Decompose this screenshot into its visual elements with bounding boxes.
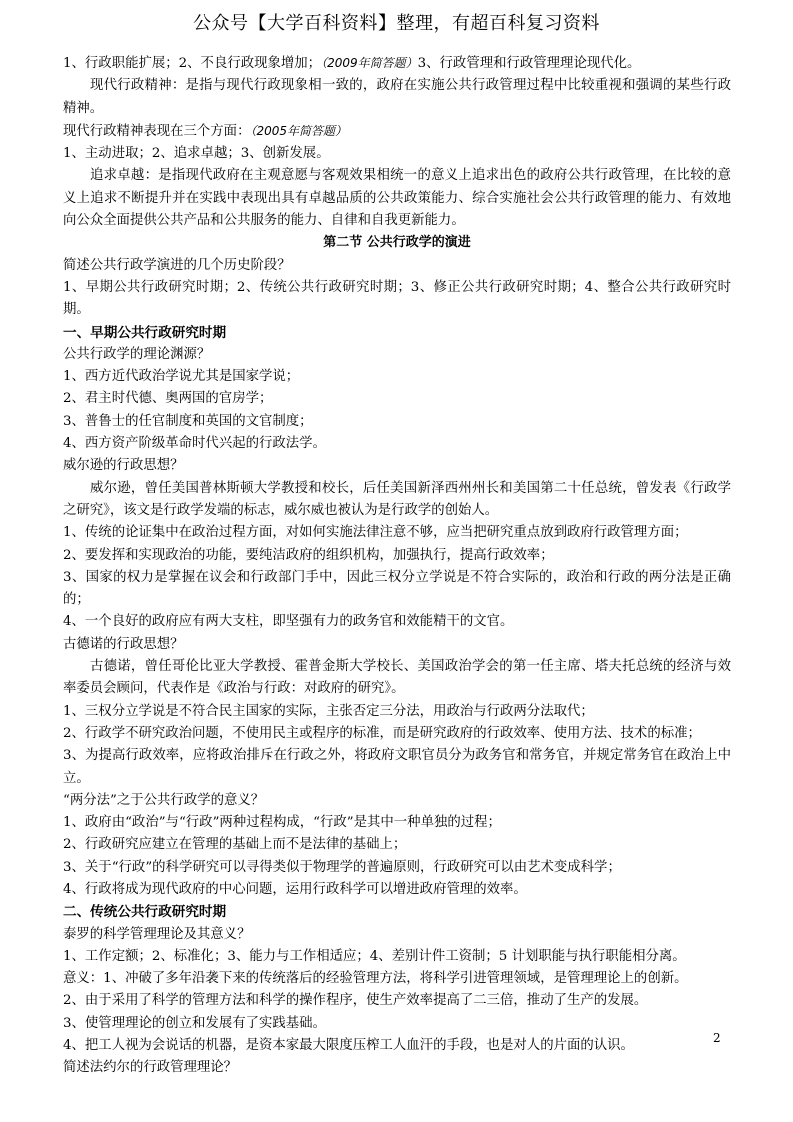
- body-line: [63, 455, 731, 477]
- text-run: 2、由于采用了科学的管理方法和科学的操作程序，使生产效率提高了二三倍，推动了生产的发展。: [63, 993, 648, 1009]
- text-run: 古德诺，曾任哥伦比亚大学教授、霍普金斯大学校长、美国政治学会的第一任主席、塔夫托总统的经济与效率委员会顾问，代表作是《政治与行政：对政府的研究》。: [63, 659, 731, 697]
- body-line: [63, 834, 731, 856]
- text-run: 3、关于“行政”的科学研究可以寻得类似于物理学的普遍原则，行政研究可以由艺术变成科学；: [63, 859, 621, 875]
- body-line: [63, 611, 731, 633]
- body-line: [63, 1013, 731, 1035]
- body-line: [63, 433, 731, 455]
- body-line: [63, 990, 731, 1012]
- text-run: 1、主动进取；2、追求卓越；3、创新发展。: [63, 146, 330, 162]
- body-line: [63, 1057, 731, 1079]
- text-run: 1、行政职能扩展；2、不良行政现象增加；: [63, 56, 322, 71]
- body-paragraph: [63, 656, 731, 701]
- text-run: 2、君主时代德、奥两国的官房学；: [63, 391, 273, 407]
- body-line: [63, 52, 731, 75]
- body-line: [63, 567, 731, 612]
- text-run: 2、要发挥和实现政治的功能，要纯洁政府的组织机构，加强执行，提高行政效率；: [63, 547, 554, 563]
- page-header: 公众号【大学百科资料】整理，有超百科复习资料: [193, 13, 600, 34]
- text-run: 二、传统公共行政研究时期: [63, 904, 227, 921]
- body-line: [63, 277, 731, 322]
- body-paragraph: [63, 478, 731, 523]
- text-run: 古德诺的行政思想？: [63, 636, 184, 652]
- text-run: 追求卓越：是指现代政府在主观意愿与客观效果相统一的意义上追求出色的政府公共行政管理，在比较的意义上追求不断提升并在实践中表现出具有卓越品质的公共政策能力、综合实施社会公共行政管理的能力、有效地向公众全面提供公共产品和公共服务的能力、自律和自我更新能力。: [63, 168, 731, 229]
- body-line: [63, 411, 731, 433]
- section-heading: [63, 901, 731, 923]
- body-line: [63, 120, 731, 143]
- text-run: 现代行政精神表现在三个方面：: [63, 123, 251, 139]
- document-body: [63, 52, 731, 1080]
- body-line: [63, 812, 731, 834]
- text-run: 3、使管理理论的创立和发展有了实践基础。: [63, 1015, 326, 1031]
- text-run: 1、西方近代政治学说尤其是国家学说；: [63, 369, 300, 385]
- body-line: [63, 745, 731, 790]
- text-run: 1、传统的论证集中在政治过程方面，对如何实施法律注意不够，应当把研究重点放到政府行政管理方面；: [63, 525, 688, 541]
- body-line: [63, 723, 731, 745]
- body-line: [63, 857, 731, 879]
- body-line: [63, 388, 731, 410]
- text-run: 3、国家的权力是掌握在议会和行政部门手中，因此三权分立学说是不符合实际的，政治和行政的两分法是正确的；: [63, 569, 731, 608]
- body-paragraph: [63, 75, 731, 120]
- body-line: [63, 522, 731, 544]
- text-run: 威尔逊，曾任美国普林斯顿大学教授和校长，后任美国新泽西州州长和美国第二十任总统，曾发表《行政学之研究》，该文是行政学发端的标志，威尔威也被认为是行政学的创始人。: [63, 480, 731, 518]
- text-run: 1、工作定额；2、标准化；3、能力与工作相适应；4、差别计件工资制；5 计划职能与执行职能相分离。: [63, 948, 686, 964]
- text-run: 2、行政研究应建立在管理的基础上而不是法律的基础上；: [63, 837, 407, 853]
- exam-year-note: （2009年简答题）: [321, 56, 418, 70]
- text-run: 简述法约尔的行政管理理论？: [63, 1060, 238, 1076]
- page-number: 2: [713, 1031, 721, 1045]
- body-paragraph: [63, 165, 731, 232]
- text-run: 威尔逊的行政思想？: [63, 458, 184, 474]
- text-run: 3、行政管理和行政管理理论现代化。: [417, 56, 641, 71]
- body-line: [63, 634, 731, 656]
- body-line: [63, 1035, 731, 1057]
- text-run: 2、行政学不研究政治问题，不使用民主或程序的标准，而是研究政府的行政效率、使用方法、技术的标准；: [63, 725, 701, 741]
- text-run: 一、早期公共行政研究时期: [63, 324, 227, 341]
- body-line: [63, 701, 731, 723]
- text-run: 公共行政学的理论渊源？: [63, 346, 211, 362]
- text-run: 4、一个良好的政府应有两大支柱，即坚强有力的政务官和效能精干的文官。: [63, 614, 514, 630]
- text-run: 3、普鲁士的任官制度和英国的文官制度；: [63, 413, 313, 429]
- body-line: [63, 545, 731, 567]
- text-run: 4、把工人视为会说话的机器，是资本家最大限度压榨工人血汗的手段，也是对人的片面的认识。: [63, 1038, 634, 1054]
- exam-year-note: （2005年简答题）: [250, 123, 348, 138]
- text-run: 1、早期公共行政研究时期；2、传统公共行政研究时期；3、修正公共行政研究时期；4、整合公共行政研究时期。: [63, 279, 731, 318]
- text-run: “两分法”之于公共行政学的意义？: [63, 792, 265, 808]
- text-run: 第二节 公共行政学的演进: [323, 235, 471, 251]
- body-line: [63, 790, 731, 812]
- body-line: [63, 946, 731, 968]
- text-run: 4、西方资产阶级革命时代兴起的行政法学。: [63, 436, 326, 452]
- text-run: 现代行政精神：是指与现代行政现象相一致的，政府在实施公共行政管理过程中比较重视和强调的某些行政精神。: [63, 78, 731, 116]
- body-line: [63, 924, 731, 946]
- section-heading: [63, 322, 731, 344]
- text-run: 简述公共行政学演进的几个历史阶段？: [63, 257, 291, 273]
- text-run: 1、三权分立学说是不符合民主国家的实际，主张否定三分法，用政治与行政两分法取代；: [63, 703, 594, 719]
- text-run: 泰罗的科学管理理论及其意义？: [63, 926, 251, 942]
- text-run: 4、行政将成为现代政府的中心问题，运用行政科学可以增进政府管理的效率。: [63, 881, 527, 897]
- text-run: 意义：1、冲破了多年沿袭下来的传统落后的经验管理方法，将科学引进管理领域，是管理理论上的创新。: [63, 971, 688, 987]
- body-line: [63, 344, 731, 366]
- text-run: 3、为提高行政效率，应将政治排斥在行政之外，将政府文职官员分为政务官和常务官，并规定常务官在政治上中立。: [63, 748, 731, 786]
- body-line: [63, 143, 731, 165]
- body-line: [63, 255, 731, 277]
- section-title: [63, 232, 731, 254]
- text-run: 1、政府由“政治”与“行政”两种过程构成，“行政”是其中一种单独的过程；: [63, 815, 501, 831]
- body-line: [63, 968, 731, 990]
- body-line: [63, 366, 731, 388]
- body-line: [63, 879, 731, 901]
